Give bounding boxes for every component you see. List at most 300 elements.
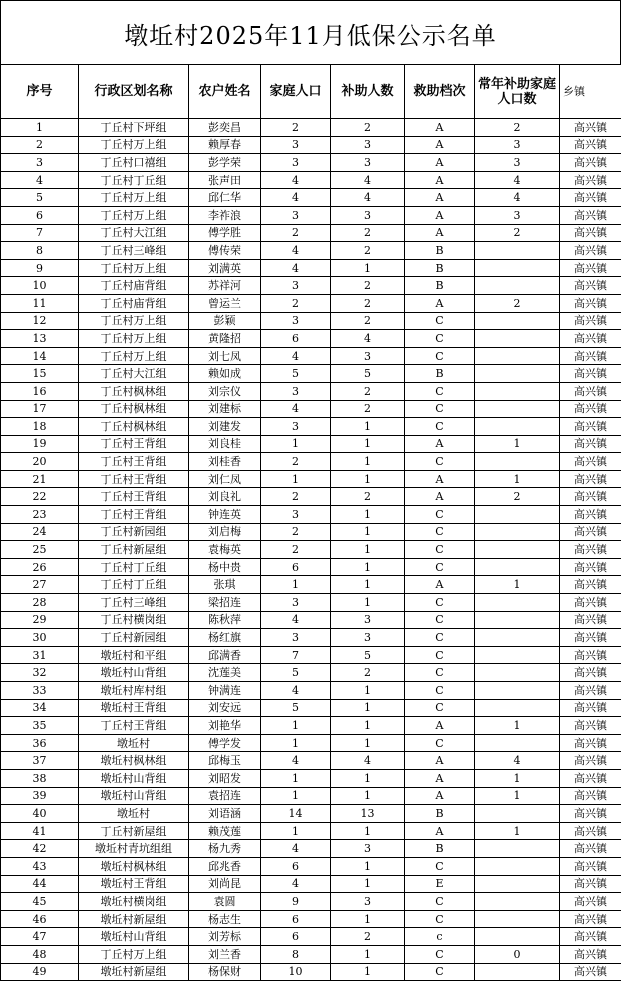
cell-household-size: 4 (261, 400, 331, 418)
cell-regular-subsidy (475, 857, 560, 875)
cell-region: 丁丘村口禧组 (79, 154, 189, 172)
table-row (1, 347, 621, 365)
cell-regular-subsidy: 4 (475, 189, 560, 207)
cell-index: 42 (1, 840, 79, 858)
cell-household-size: 8 (261, 945, 331, 963)
cell-household-size: 5 (261, 664, 331, 682)
cell-region: 丁丘村万上组 (79, 312, 189, 330)
cell-region: 丁丘村新园组 (79, 523, 189, 541)
cell-name: 彭奕昌 (189, 119, 261, 137)
cell-name: 张琪 (189, 576, 261, 594)
cell-level: A (405, 822, 475, 840)
cell-household-size: 6 (261, 330, 331, 348)
cell-town: 高兴镇 (560, 330, 621, 348)
cell-region: 丁丘村丁丘组 (79, 171, 189, 189)
cell-region: 墩坵村王背组 (79, 699, 189, 717)
cell-town: 高兴镇 (560, 224, 621, 242)
cell-level: C (405, 541, 475, 559)
table-row (1, 277, 621, 295)
cell-name: 刘建发 (189, 418, 261, 436)
cell-index: 46 (1, 910, 79, 928)
cell-town: 高兴镇 (560, 893, 621, 911)
cell-level: C (405, 857, 475, 875)
cell-level: B (405, 242, 475, 260)
cell-name: 刘良桂 (189, 435, 261, 453)
cell-name: 邱兆香 (189, 857, 261, 875)
cell-household-size: 4 (261, 682, 331, 700)
cell-name: 傅学胜 (189, 224, 261, 242)
header-index: 序号 (1, 65, 79, 119)
cell-household-size: 1 (261, 576, 331, 594)
cell-regular-subsidy (475, 523, 560, 541)
cell-subsidized: 1 (331, 435, 405, 453)
cell-town: 高兴镇 (560, 400, 621, 418)
cell-level: A (405, 488, 475, 506)
cell-name: 刘宗仪 (189, 382, 261, 400)
cell-level: C (405, 400, 475, 418)
cell-regular-subsidy (475, 347, 560, 365)
cell-household-size: 2 (261, 294, 331, 312)
cell-town: 高兴镇 (560, 242, 621, 260)
cell-region: 丁丘村横岗组 (79, 611, 189, 629)
table-row (1, 382, 621, 400)
cell-regular-subsidy: 2 (475, 224, 560, 242)
cell-subsidized: 5 (331, 365, 405, 383)
cell-index: 34 (1, 699, 79, 717)
cell-town: 高兴镇 (560, 506, 621, 524)
cell-index: 30 (1, 629, 79, 647)
cell-subsidized: 2 (331, 224, 405, 242)
cell-subsidized: 1 (331, 857, 405, 875)
cell-level: C (405, 945, 475, 963)
cell-town: 高兴镇 (560, 875, 621, 893)
cell-town: 高兴镇 (560, 611, 621, 629)
cell-index: 7 (1, 224, 79, 242)
cell-subsidized: 4 (331, 189, 405, 207)
cell-name: 赖茂莲 (189, 822, 261, 840)
cell-level: C (405, 682, 475, 700)
cell-household-size: 4 (261, 189, 331, 207)
cell-town: 高兴镇 (560, 682, 621, 700)
cell-level: A (405, 206, 475, 224)
cell-name: 黄隆招 (189, 330, 261, 348)
cell-household-size: 1 (261, 470, 331, 488)
cell-region: 丁丘村王背组 (79, 453, 189, 471)
cell-name: 杨九秀 (189, 840, 261, 858)
cell-town: 高兴镇 (560, 259, 621, 277)
cell-regular-subsidy (475, 682, 560, 700)
cell-name: 刘语涵 (189, 805, 261, 823)
cell-town: 高兴镇 (560, 523, 621, 541)
cell-household-size: 9 (261, 893, 331, 911)
cell-regular-subsidy (475, 840, 560, 858)
cell-town: 高兴镇 (560, 734, 621, 752)
cell-subsidized: 2 (331, 119, 405, 137)
cell-town: 高兴镇 (560, 646, 621, 664)
cell-index: 24 (1, 523, 79, 541)
cell-regular-subsidy (475, 910, 560, 928)
cell-household-size: 3 (261, 206, 331, 224)
cell-region: 墩坵村横岗组 (79, 893, 189, 911)
cell-subsidized: 3 (331, 611, 405, 629)
cell-subsidized: 1 (331, 945, 405, 963)
table-row (1, 242, 621, 260)
table-row (1, 787, 621, 805)
cell-name: 梁招连 (189, 594, 261, 612)
cell-household-size: 4 (261, 875, 331, 893)
cell-regular-subsidy (475, 629, 560, 647)
table-row (1, 734, 621, 752)
cell-index: 10 (1, 277, 79, 295)
table-row (1, 506, 621, 524)
cell-region: 墩坵村 (79, 805, 189, 823)
cell-subsidized: 1 (331, 910, 405, 928)
cell-index: 2 (1, 136, 79, 154)
cell-subsidized: 2 (331, 382, 405, 400)
cell-town: 高兴镇 (560, 769, 621, 787)
cell-index: 28 (1, 594, 79, 612)
cell-region: 丁丘村王背组 (79, 717, 189, 735)
cell-household-size: 5 (261, 699, 331, 717)
cell-level: C (405, 453, 475, 471)
table-row (1, 611, 621, 629)
cell-index: 11 (1, 294, 79, 312)
cell-region: 丁丘村王背组 (79, 470, 189, 488)
cell-level: A (405, 435, 475, 453)
header-regular-subsidy: 常年补助家庭人口数 (475, 65, 560, 119)
cell-town: 高兴镇 (560, 418, 621, 436)
cell-subsidized: 1 (331, 875, 405, 893)
cell-household-size: 3 (261, 594, 331, 612)
cell-town: 高兴镇 (560, 470, 621, 488)
cell-regular-subsidy (475, 418, 560, 436)
cell-town: 高兴镇 (560, 594, 621, 612)
cell-level: C (405, 523, 475, 541)
cell-town: 高兴镇 (560, 910, 621, 928)
cell-level: A (405, 470, 475, 488)
cell-subsidized: 5 (331, 646, 405, 664)
cell-subsidized: 3 (331, 206, 405, 224)
cell-name: 刘建标 (189, 400, 261, 418)
cell-town: 高兴镇 (560, 294, 621, 312)
cell-level: B (405, 805, 475, 823)
cell-index: 26 (1, 558, 79, 576)
header-subsidized: 补助人数 (331, 65, 405, 119)
cell-subsidized: 3 (331, 347, 405, 365)
cell-regular-subsidy: 1 (475, 717, 560, 735)
cell-subsidized: 4 (331, 330, 405, 348)
cell-region: 丁丘村万上组 (79, 347, 189, 365)
cell-regular-subsidy: 1 (475, 470, 560, 488)
cell-index: 49 (1, 963, 79, 981)
cell-index: 36 (1, 734, 79, 752)
cell-region: 丁丘村王背组 (79, 435, 189, 453)
cell-subsidized: 2 (331, 664, 405, 682)
cell-subsidized: 2 (331, 928, 405, 946)
cell-level: A (405, 576, 475, 594)
table-row (1, 312, 621, 330)
cell-name: 邱仁华 (189, 189, 261, 207)
table-row (1, 629, 621, 647)
cell-household-size: 2 (261, 523, 331, 541)
cell-town: 高兴镇 (560, 541, 621, 559)
cell-household-size: 1 (261, 734, 331, 752)
cell-household-size: 1 (261, 769, 331, 787)
cell-regular-subsidy (475, 875, 560, 893)
cell-name: 杨红旗 (189, 629, 261, 647)
table-row (1, 523, 621, 541)
cell-town: 高兴镇 (560, 189, 621, 207)
table-row (1, 840, 621, 858)
cell-town: 高兴镇 (560, 840, 621, 858)
cell-region: 墩坵村和平组 (79, 646, 189, 664)
table-row (1, 294, 621, 312)
cell-subsidized: 1 (331, 699, 405, 717)
subsidy-table (0, 64, 621, 981)
cell-subsidized: 4 (331, 752, 405, 770)
cell-name: 沈莲美 (189, 664, 261, 682)
cell-index: 5 (1, 189, 79, 207)
cell-household-size: 5 (261, 365, 331, 383)
cell-household-size: 3 (261, 277, 331, 295)
cell-index: 1 (1, 119, 79, 137)
cell-regular-subsidy (475, 382, 560, 400)
cell-index: 4 (1, 171, 79, 189)
cell-subsidized: 1 (331, 787, 405, 805)
cell-regular-subsidy (475, 734, 560, 752)
cell-household-size: 7 (261, 646, 331, 664)
cell-region: 丁丘村庙背组 (79, 277, 189, 295)
cell-index: 8 (1, 242, 79, 260)
cell-household-size: 6 (261, 857, 331, 875)
cell-town: 高兴镇 (560, 945, 621, 963)
table-row (1, 224, 621, 242)
cell-index: 25 (1, 541, 79, 559)
cell-level: A (405, 119, 475, 137)
cell-region: 墩坵村山背组 (79, 664, 189, 682)
cell-name: 杨志生 (189, 910, 261, 928)
cell-town: 高兴镇 (560, 136, 621, 154)
cell-regular-subsidy: 2 (475, 119, 560, 137)
cell-regular-subsidy (475, 558, 560, 576)
cell-regular-subsidy: 3 (475, 136, 560, 154)
table-row (1, 945, 621, 963)
cell-name: 刘满英 (189, 259, 261, 277)
cell-regular-subsidy (475, 893, 560, 911)
cell-index: 17 (1, 400, 79, 418)
cell-regular-subsidy: 4 (475, 752, 560, 770)
cell-index: 39 (1, 787, 79, 805)
cell-regular-subsidy: 4 (475, 171, 560, 189)
table-row (1, 857, 621, 875)
cell-subsidized: 2 (331, 312, 405, 330)
cell-level: A (405, 294, 475, 312)
cell-name: 刘艳华 (189, 717, 261, 735)
cell-name: 邱梅玉 (189, 752, 261, 770)
cell-level: A (405, 224, 475, 242)
cell-level: B (405, 277, 475, 295)
cell-town: 高兴镇 (560, 488, 621, 506)
cell-regular-subsidy (475, 365, 560, 383)
cell-name: 刘七凤 (189, 347, 261, 365)
table-row (1, 558, 621, 576)
cell-household-size: 4 (261, 840, 331, 858)
cell-level: C (405, 963, 475, 981)
cell-level: B (405, 365, 475, 383)
cell-household-size: 14 (261, 805, 331, 823)
table-row (1, 875, 621, 893)
cell-household-size: 4 (261, 259, 331, 277)
cell-index: 12 (1, 312, 79, 330)
cell-name: 刘良礼 (189, 488, 261, 506)
cell-index: 23 (1, 506, 79, 524)
cell-regular-subsidy (475, 242, 560, 260)
cell-town: 高兴镇 (560, 857, 621, 875)
cell-subsidized: 1 (331, 558, 405, 576)
table-row (1, 717, 621, 735)
cell-regular-subsidy (475, 400, 560, 418)
cell-subsidized: 2 (331, 242, 405, 260)
cell-index: 13 (1, 330, 79, 348)
cell-index: 27 (1, 576, 79, 594)
cell-level: A (405, 189, 475, 207)
cell-subsidized: 4 (331, 171, 405, 189)
cell-index: 18 (1, 418, 79, 436)
cell-subsidized: 3 (331, 840, 405, 858)
cell-household-size: 4 (261, 171, 331, 189)
cell-region: 丁丘村新屋组 (79, 822, 189, 840)
header-name: 农户姓名 (189, 65, 261, 119)
cell-index: 37 (1, 752, 79, 770)
cell-town: 高兴镇 (560, 312, 621, 330)
cell-level: C (405, 558, 475, 576)
cell-name: 杨中贵 (189, 558, 261, 576)
cell-regular-subsidy (475, 699, 560, 717)
cell-level: C (405, 629, 475, 647)
cell-subsidized: 1 (331, 418, 405, 436)
cell-name: 钟连英 (189, 506, 261, 524)
cell-household-size: 3 (261, 312, 331, 330)
cell-level: E (405, 875, 475, 893)
cell-name: 刘昭发 (189, 769, 261, 787)
cell-household-size: 1 (261, 822, 331, 840)
cell-regular-subsidy: 1 (475, 787, 560, 805)
cell-household-size: 2 (261, 541, 331, 559)
cell-name: 曾运兰 (189, 294, 261, 312)
cell-index: 48 (1, 945, 79, 963)
cell-regular-subsidy: 1 (475, 769, 560, 787)
cell-household-size: 6 (261, 928, 331, 946)
table-row (1, 400, 621, 418)
cell-index: 45 (1, 893, 79, 911)
table-row (1, 664, 621, 682)
cell-subsidized: 1 (331, 682, 405, 700)
cell-subsidized: 1 (331, 734, 405, 752)
cell-town: 高兴镇 (560, 576, 621, 594)
cell-level: C (405, 734, 475, 752)
cell-name: 刘仁凤 (189, 470, 261, 488)
table-row (1, 330, 621, 348)
cell-name: 刘尚昆 (189, 875, 261, 893)
cell-household-size: 3 (261, 629, 331, 647)
cell-name: 袁圆 (189, 893, 261, 911)
cell-region: 墩坵村枫林组 (79, 857, 189, 875)
cell-subsidized: 1 (331, 576, 405, 594)
cell-region: 丁丘村丁丘组 (79, 558, 189, 576)
header-level: 救助档次 (405, 65, 475, 119)
cell-name: 傅传荣 (189, 242, 261, 260)
cell-town: 高兴镇 (560, 822, 621, 840)
cell-level: C (405, 506, 475, 524)
cell-name: 刘芳标 (189, 928, 261, 946)
cell-region: 丁丘村丁丘组 (79, 576, 189, 594)
cell-household-size: 1 (261, 717, 331, 735)
cell-region: 墩坵村库村组 (79, 682, 189, 700)
cell-region: 丁丘村万上组 (79, 259, 189, 277)
cell-region: 丁丘村枫林组 (79, 382, 189, 400)
cell-index: 6 (1, 206, 79, 224)
cell-region: 丁丘村新屋组 (79, 541, 189, 559)
cell-household-size: 4 (261, 242, 331, 260)
cell-town: 高兴镇 (560, 347, 621, 365)
cell-household-size: 3 (261, 418, 331, 436)
cell-region: 丁丘村大江组 (79, 224, 189, 242)
cell-town: 高兴镇 (560, 453, 621, 471)
cell-region: 墩坵村青坑组组 (79, 840, 189, 858)
cell-name: 刘桂香 (189, 453, 261, 471)
cell-level: A (405, 171, 475, 189)
cell-town: 高兴镇 (560, 963, 621, 981)
cell-index: 21 (1, 470, 79, 488)
cell-subsidized: 1 (331, 541, 405, 559)
cell-regular-subsidy (475, 664, 560, 682)
table-row (1, 206, 621, 224)
cell-regular-subsidy: 1 (475, 822, 560, 840)
cell-household-size: 10 (261, 963, 331, 981)
cell-regular-subsidy: 1 (475, 435, 560, 453)
table-row (1, 365, 621, 383)
cell-level: A (405, 136, 475, 154)
cell-region: 丁丘村枫林组 (79, 418, 189, 436)
cell-region: 丁丘村下坪组 (79, 119, 189, 137)
cell-level: C (405, 330, 475, 348)
cell-subsidized: 1 (331, 769, 405, 787)
cell-region: 墩坵村新屋组 (79, 910, 189, 928)
cell-regular-subsidy (475, 646, 560, 664)
cell-town: 高兴镇 (560, 382, 621, 400)
table-row (1, 453, 621, 471)
cell-region: 丁丘村万上组 (79, 189, 189, 207)
cell-region: 墩坵村 (79, 734, 189, 752)
cell-regular-subsidy: 3 (475, 154, 560, 172)
cell-name: 傅学发 (189, 734, 261, 752)
cell-level: B (405, 840, 475, 858)
cell-index: 14 (1, 347, 79, 365)
cell-index: 29 (1, 611, 79, 629)
cell-index: 15 (1, 365, 79, 383)
cell-regular-subsidy (475, 928, 560, 946)
cell-index: 35 (1, 717, 79, 735)
cell-subsidized: 1 (331, 963, 405, 981)
cell-region: 墩坵村山背组 (79, 769, 189, 787)
cell-index: 20 (1, 453, 79, 471)
cell-region: 丁丘村万上组 (79, 945, 189, 963)
header-row (1, 65, 621, 119)
cell-subsidized: 1 (331, 470, 405, 488)
table-row (1, 699, 621, 717)
cell-town: 高兴镇 (560, 206, 621, 224)
table-row (1, 752, 621, 770)
